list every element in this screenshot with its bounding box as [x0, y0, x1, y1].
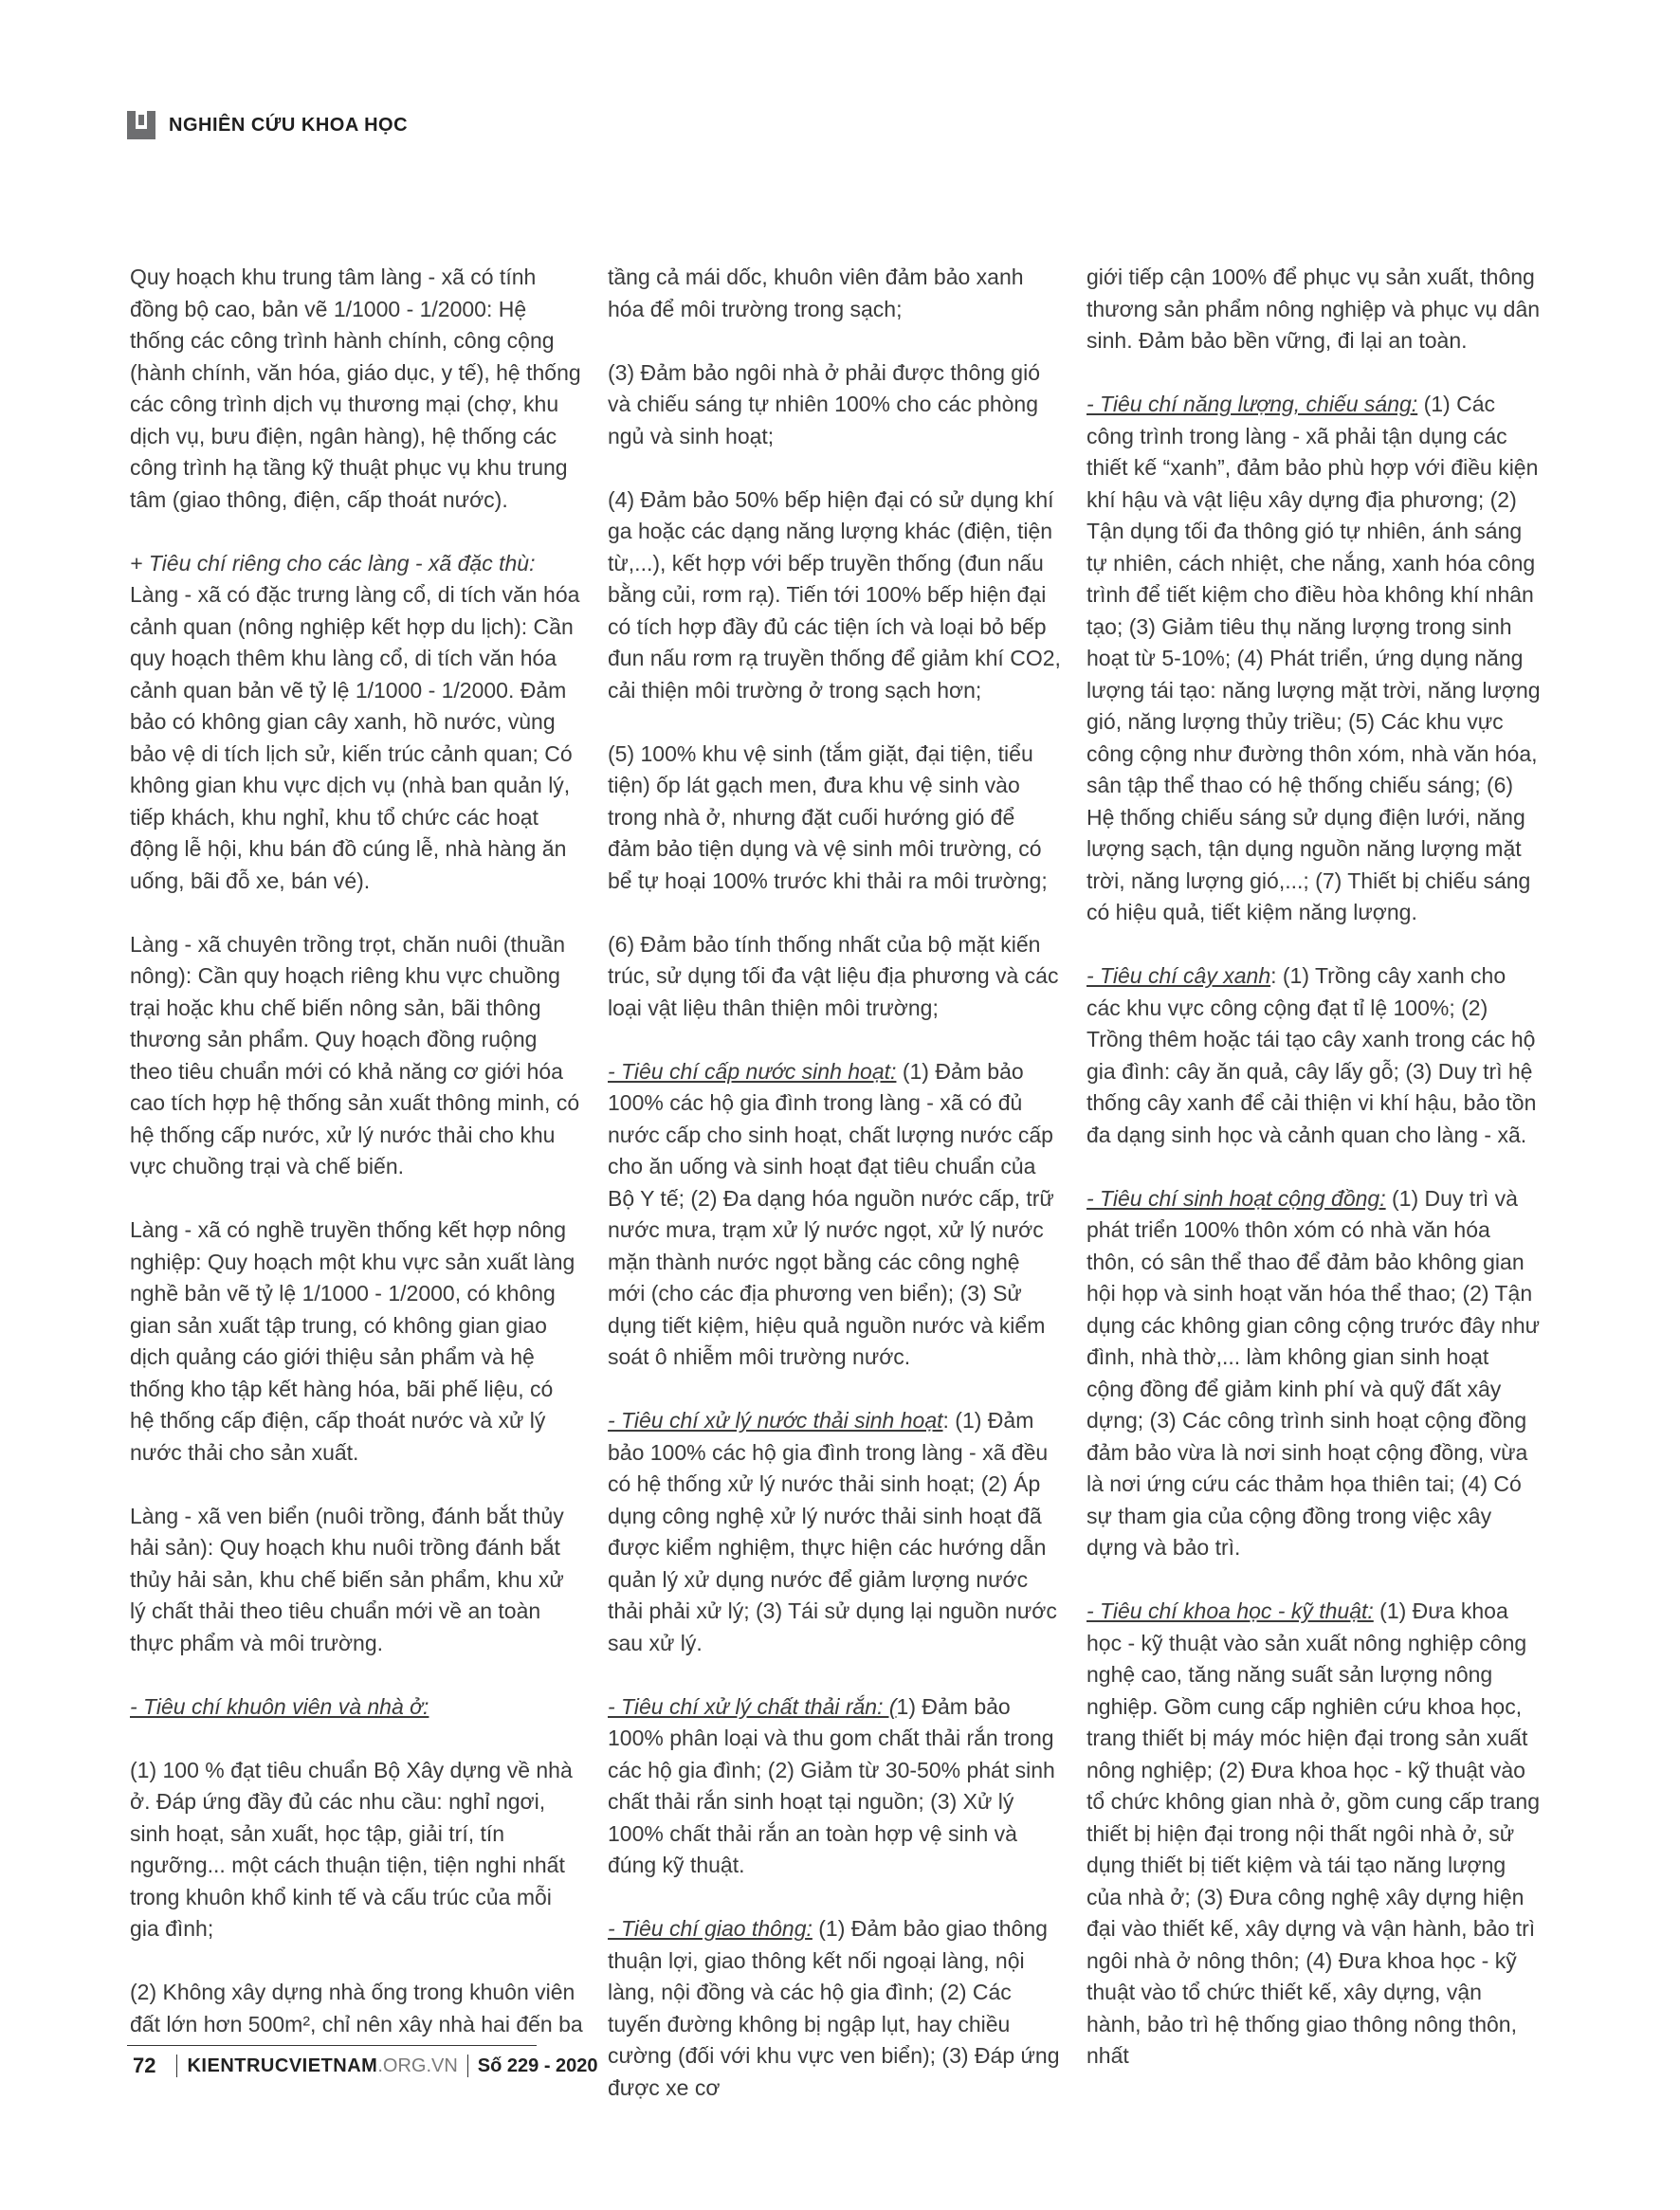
criteria-heading: + Tiêu chí riêng cho các làng - xã đặc thù: — [130, 550, 536, 575]
paragraph-body: : (1) Đảm bảo 100% các hộ gia đình trong làng - xã đều có hệ thống xử lý nước thải sinh hoạt; (2) Áp dụng công nghệ xử lý nước thải sinh hoạt đã được kiểm nghiệm, thực hiện các hướng dẫn quản lý xử dụng nước để giảm lượng nước thải phải xử lý; (3) Tái sử dụng lại nguồn nước sau xử lý. — [608, 1408, 1057, 1655]
footer-row — [133, 2054, 598, 2078]
paragraph: Làng - xã chuyên trồng trọt, chăn nuôi (thuần nông): Cần quy hoạch riêng khu vực chuồng trại hoặc khu chế biến nông sản, bãi thông thương sản phẩm. Quy hoạch đồng ruộng theo tiêu chuẩn mới có khả năng cơ giới hóa cao tích hợp hệ thống sản xuất thông minh, có hệ thống cấp nước, xử lý nước thải cho khu vực chuồng trại và chế biến. — [130, 931, 580, 1178]
paragraph — [608, 1913, 1063, 2104]
website-suffix: .ORG.VN — [377, 2055, 458, 2076]
paragraph-body: 1) Đảm bảo 100% phân loại và thu gom chất thải rắn trong các hộ gia đình; (2) Giảm từ 30-50% phát sinh chất thải rắn sinh hoạt tại nguồn; (3) Xử lý 100% chất thải rắn an toàn hợp vệ sinh và đúng kỹ thuật. — [608, 1693, 1055, 1877]
criteria-heading: - Tiêu chí khuôn viên và nhà ở: — [130, 1693, 429, 1719]
paragraph — [1087, 1183, 1542, 1564]
text-column-1 — [130, 262, 583, 2040]
website-name: KIENTRUCVIETNAM — [187, 2055, 378, 2076]
paragraph — [1087, 1596, 1542, 2073]
section-title: NGHIÊN CỨU KHOA HỌC — [169, 114, 409, 136]
criteria-heading: - Tiêu chí năng lượng, chiếu sáng: — [1087, 392, 1418, 416]
paragraph-body: (1) Đưa khoa học - kỹ thuật vào sản xuất nông nghiệp công nghệ cao, tăng năng suất sản lượng nông nghiệp. Gồm cung cấp nghiên cứu khoa học, trang thiết bị máy móc hiện đại trong sản xuất nông nghiệp; (2) Đưa khoa học - kỹ thuật vào tổ chức không gian nhà ở, gồm cung cấp trang thiết bị hiện đại trong nội thất ngôi nhà ở, sử dụng thiết bị tiết kiệm và tái tạo năng lượng của nhà ở; (3) Đưa công nghệ xây dựng hiện đại vào thiết kế, xây dựng và vận hành, bảo trì ngôi nhà ở nông thôn; (4) Đưa khoa học - kỹ thuật vào tổ chức thiết kế, xây dựng, vận hành, bảo trì hệ thống giao thông nông thôn, nhất — [1087, 1598, 1541, 2068]
footer-rule — [127, 2045, 537, 2046]
paragraph-body: (1) Đảm bảo giao thông thuận lợi, giao thông kết nối ngoại làng, nội làng, nội đồng và các hộ gia đình; (2) Các tuyến đường không bị ngập lụt, hay chiều cường (đối với khu vực ven biển); (3) Đáp ứng được xe cơ — [608, 1916, 1060, 2100]
paragraph: tầng cả mái dốc, khuôn viên đảm bảo xanh hóa để môi trường trong sạch; — [608, 265, 1024, 321]
paragraph: (6) Đảm bảo tính thống nhất của bộ mặt kiến trúc, sử dụng tối đa vật liệu địa phương và các loại vật liệu thân thiện môi trường; — [608, 931, 1059, 1020]
paragraph — [608, 1405, 1063, 1659]
paragraph — [608, 1056, 1063, 1374]
paragraph — [130, 548, 583, 898]
criteria-heading: - Tiêu chí sinh hoạt cộng đồng: — [1087, 1185, 1386, 1211]
criteria-heading: - Tiêu chí cấp nước sinh hoạt: — [608, 1058, 897, 1084]
paragraph — [1087, 960, 1542, 1151]
footer-divider — [467, 2055, 468, 2077]
text-column-2 — [608, 262, 1063, 2104]
footer-divider — [176, 2055, 177, 2077]
criteria-heading: - Tiêu chí khoa học - kỹ thuật: — [1087, 1598, 1374, 1623]
text-column-3 — [1087, 262, 1542, 2073]
paragraph: (3) Đảm bảo ngôi nhà ở phải được thông gió và chiếu sáng tự nhiên 100% cho các phòng ngủ và sinh hoạt; — [608, 359, 1041, 448]
paragraph — [130, 1691, 583, 1724]
criteria-heading: - Tiêu chí giao thông: — [608, 1916, 813, 1941]
paragraph — [1087, 389, 1542, 929]
paragraph: (1) 100 % đạt tiêu chuẩn Bộ Xây dựng về nhà ở. Đáp ứng đầy đủ các nhu cầu: nghỉ ngơi, sinh hoạt, sản xuất, học tập, giải trí, tín ngưỡng... một cách thuận tiện, tiện nghi nhất trong khuôn khổ kinh tế và cấu trúc của mỗi gia đình; — [130, 1757, 573, 1941]
paragraph-body: (1) Các công trình trong làng - xã phải tận dụng các thiết kế “xanh”, đảm bảo phù hợp với điều kiện khí hậu và vật liệu xây dựng địa phương; (2) Tận dụng tối đa thông gió tự nhiên, ánh sáng tự nhiên, cách nhiệt, che nắng, xanh hóa công trình để tiết kiệm cho điều hòa không khí nhân tạo; (3) Giảm tiêu thụ năng lượng trong sinh hoạt từ 5-10%; (4) Phát triển, ứng dụng năng lượng tái tạo: năng lượng mặt trời, năng lượng gió, năng lượng thủy triều; (5) Các khu vực công cộng như đường thôn xóm, nhà văn hóa, sân tập thể thao có hệ thống chiếu sáng; (6) Hệ thống chiếu sáng sử dụng điện lưới, năng lượng sạch, tận dụng nguồn năng lượng mặt trời, năng lượng gió,...; (7) Thiết bị chiếu sáng có hiệu quả, tiết kiệm năng lượng. — [1087, 392, 1541, 924]
magazine-logo-icon — [127, 111, 155, 139]
paragraph: Quy hoạch khu trung tâm làng - xã có tính đồng bộ cao, bản vẽ 1/1000 - 1/2000: Hệ thống các công trình hành chính, công cộng (hành chính, văn hóa, giáo dục, y tế), hệ thống các công trình dịch vụ thương mại (chợ, khu dịch vụ, bưu điện, ngân hàng), hệ thống các công trình hạ tầng kỹ thuật phục vụ khu trung tâm (giao thông, điện, cấp thoát nước). — [130, 265, 581, 512]
page-header — [127, 110, 408, 140]
paragraph: giới tiếp cận 100% để phục vụ sản xuất, thông thương sản phẩm nông nghiệp và phục vụ dân sinh. Đảm bảo bền vững, đi lại an toàn. — [1087, 265, 1541, 353]
paragraph-body: : (1) Trồng cây xanh cho các khu vực công cộng đạt tỉ lệ 100%; (2) Trồng thêm hoặc tái tạo cây xanh trong các hộ gia đình: cây ăn quả, cây lấy gỗ; (3) Duy trì hệ thống cây xanh để cải thiện vi khí hậu, bảo tồn đa dạng sinh học và cảnh quan cho làng - xã. — [1087, 963, 1537, 1147]
criteria-heading: - Tiêu chí cây xanh — [1087, 963, 1271, 988]
page-number: 72 — [133, 2054, 156, 2077]
issue-number: Số 229 - 2020 — [477, 2055, 598, 2076]
paragraph: (2) Không xây dựng nhà ống trong khuôn viên đất lớn hơn 500m², chỉ nên xây nhà hai đến ba — [130, 1980, 583, 2036]
criteria-heading: - Tiêu chí xử lý chất thải rắn: ( — [608, 1693, 897, 1719]
paragraph — [608, 1691, 1063, 1882]
paragraph: Làng - xã có nghề truyền thống kết hợp nông nghiệp: Quy hoạch một khu vực sản xuất làng nghề bản vẽ tỷ lệ 1/1000 - 1/2000, có không gian sản xuất tập trung, có không gian giao dịch quảng cáo giới thiệu sản phẩm và hệ thống kho tập kết hàng hóa, bãi phế liệu, có hệ thống cấp điện, cấp thoát nước và xử lý nước thải cho sản xuất. — [130, 1217, 575, 1465]
paragraph: (4) Đảm bảo 50% bếp hiện đại có sử dụng khí ga hoặc các dạng năng lượng khác (điện, tiện từ,...), kết hợp với bếp truyền thống (đun nấu bằng củi, rơm rạ). Tiến tới 100% bếp hiện đại có tích hợp đầy đủ các tiện ích và loại bỏ bếp đun nấu rơm rạ truyền thống để giảm khí CO2, cải thiện môi trường ở trong sạch hơn; — [608, 486, 1061, 703]
paragraph-body: (1) Đảm bảo 100% các hộ gia đình trong làng - xã có đủ nước cấp cho sinh hoạt, chất lượng nước cấp cho ăn uống và sinh hoạt đạt tiêu chuẩn của Bộ Y tế; (2) Đa dạng hóa nguồn nước cấp, trữ nước mưa, trạm xử lý nước ngọt, xử lý nước mặn thành nước ngọt bằng các công nghệ mới (cho các địa phương ven biển); (3) Sử dụng tiết kiệm, hiệu quả nguồn nước và kiểm soát ô nhiễm môi trường nước. — [608, 1058, 1054, 1369]
paragraph-body: (1) Duy trì và phát triển 100% thôn xóm có nhà văn hóa thôn, có sân thể thao để đảm bảo không gian hội họp và sinh hoạt văn hóa thể thao; (2) Tận dụng các không gian công cộng trước đây như đình, nhà thờ,... làm không gian sinh hoạt cộng đồng để giảm kinh phí và quỹ đất xây dựng; (3) Các công trình sinh hoạt cộng đồng đảm bảo vừa là nơi sinh hoạt cộng đồng, vừa là nơi ứng cứu các thảm họa thiên tai; (4) Có sự tham gia của cộng đồng trong việc xây dựng và bảo trì. — [1087, 1185, 1541, 1560]
paragraph-body: Làng - xã có đặc trưng làng cổ, di tích văn hóa cảnh quan (nông nghiệp kết hợp du lịch): Cần quy hoạch thêm khu làng cổ, di tích văn hóa cảnh quan bản vẽ tỷ lệ 1/1000 - 1/2000. Đảm bảo có không gian cây xanh, hồ nước, vùng bảo vệ di tích lịch sử, kiến trúc cảnh quan; Có không gian khu vực dịch vụ (nhà ban quản lý, tiếp khách, khu nghỉ, khu tổ chức các hoạt động lễ hội, khu bán đồ cúng lễ, nhà hàng ăn uống, bãi đỗ xe, bán vé). — [130, 582, 580, 893]
paragraph: Làng - xã ven biển (nuôi trồng, đánh bắt thủy hải sản): Quy hoạch khu nuôi trồng đánh bắt thủy hải sản, khu chế biến sản phẩm, khu xử lý chất thải theo tiêu chuẩn mới về an toàn thực phẩm và môi trường. — [130, 1503, 564, 1655]
paragraph: (5) 100% khu vệ sinh (tắm giặt, đại tiện, tiểu tiện) ốp lát gạch men, đưa khu vệ sinh vào trong nhà ở, nhưng đặt cuối hướng gió để đảm bảo tiện dụng và vệ sinh môi trường, có bể tự hoại 100% trước khi thải ra môi trường; — [608, 740, 1048, 893]
criteria-heading: - Tiêu chí xử lý nước thải sinh hoạt — [608, 1408, 943, 1433]
